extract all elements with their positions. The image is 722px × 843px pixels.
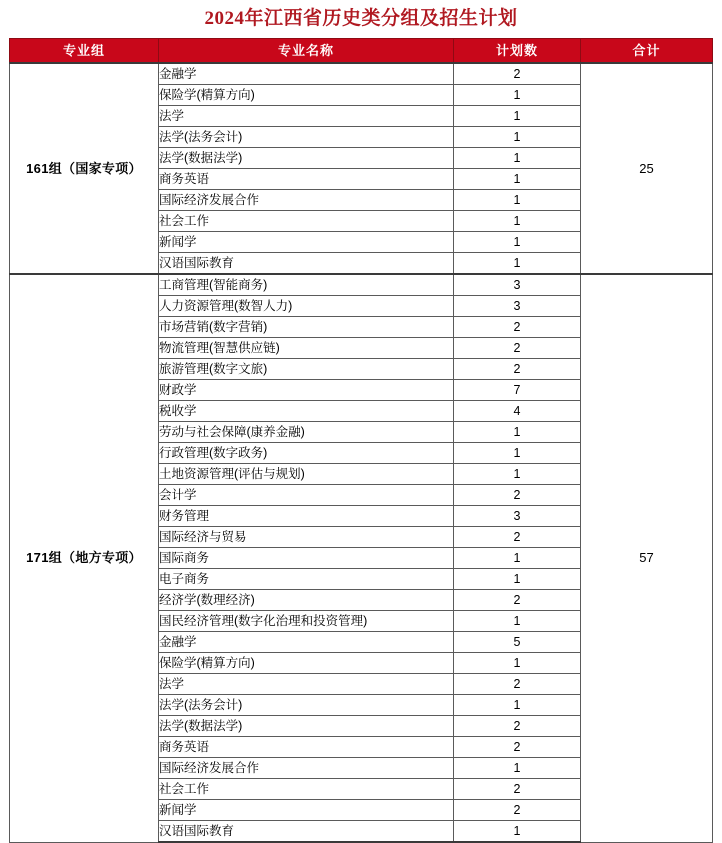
plan-count-cell: 2	[454, 317, 581, 338]
plan-count-cell: 2	[454, 359, 581, 380]
major-name-cell: 法学(法务会计)	[159, 127, 454, 148]
page-title: 2024年江西省历史类分组及招生计划	[204, 8, 518, 29]
plan-count-cell: 1	[454, 464, 581, 485]
plan-count-cell: 2	[454, 485, 581, 506]
major-name-cell: 金融学	[159, 632, 454, 653]
major-name-cell: 国民经济管理(数字化治理和投资管理)	[159, 611, 454, 632]
plan-count-cell: 1	[454, 548, 581, 569]
plan-count-cell: 1	[454, 758, 581, 779]
table-row	[10, 63, 713, 85]
plan-count-cell: 1	[454, 106, 581, 127]
major-name-cell: 财务管理	[159, 506, 454, 527]
plan-count-cell: 1	[454, 443, 581, 464]
plan-count-cell: 1	[454, 253, 581, 275]
major-name-cell: 社会工作	[159, 211, 454, 232]
plan-count-cell: 3	[454, 506, 581, 527]
major-name-cell: 土地资源管理(评估与规划)	[159, 464, 454, 485]
plan-count-cell: 2	[454, 590, 581, 611]
major-name-cell: 电子商务	[159, 569, 454, 590]
plan-count-cell: 2	[454, 800, 581, 821]
major-name-cell: 保险学(精算方向)	[159, 653, 454, 674]
major-name-cell: 国际经济发展合作	[159, 758, 454, 779]
plan-count-cell: 1	[454, 148, 581, 169]
column-header-major: 专业名称	[159, 39, 454, 64]
major-name-cell: 法学(法务会计)	[159, 695, 454, 716]
plan-count-cell: 1	[454, 611, 581, 632]
column-header-group: 专业组	[10, 39, 159, 64]
plan-count-cell: 1	[454, 85, 581, 106]
plan-count-cell: 1	[454, 569, 581, 590]
major-name-cell: 商务英语	[159, 737, 454, 758]
column-header-count: 计划数	[454, 39, 581, 64]
major-name-cell: 旅游管理(数字文旅)	[159, 359, 454, 380]
admission-plan-table	[9, 38, 713, 843]
major-name-cell: 保险学(精算方向)	[159, 85, 454, 106]
table-body	[10, 63, 713, 842]
plan-count-cell: 1	[454, 169, 581, 190]
group-total-cell: 57	[581, 274, 713, 842]
group-total-cell: 25	[581, 63, 713, 274]
group-name-cell: 161组（国家专项）	[10, 63, 159, 274]
plan-count-cell: 1	[454, 821, 581, 843]
plan-count-cell: 2	[454, 716, 581, 737]
major-name-cell: 国际商务	[159, 548, 454, 569]
plan-count-cell: 3	[454, 296, 581, 317]
plan-count-cell: 2	[454, 338, 581, 359]
plan-count-cell: 1	[454, 127, 581, 148]
plan-count-cell: 7	[454, 380, 581, 401]
plan-count-cell: 4	[454, 401, 581, 422]
plan-count-cell: 1	[454, 232, 581, 253]
major-name-cell: 商务英语	[159, 169, 454, 190]
table-header	[10, 39, 713, 64]
major-name-cell: 法学	[159, 674, 454, 695]
major-name-cell: 工商管理(智能商务)	[159, 274, 454, 296]
major-name-cell: 金融学	[159, 63, 454, 85]
major-name-cell: 法学	[159, 106, 454, 127]
plan-count-cell: 2	[454, 779, 581, 800]
plan-count-cell: 1	[454, 653, 581, 674]
column-header-total: 合计	[581, 39, 713, 64]
major-name-cell: 国际经济发展合作	[159, 190, 454, 211]
table-header-row	[10, 39, 713, 64]
major-name-cell: 人力资源管理(数智人力)	[159, 296, 454, 317]
plan-count-cell: 1	[454, 211, 581, 232]
major-name-cell: 新闻学	[159, 232, 454, 253]
major-name-cell: 市场营销(数字营销)	[159, 317, 454, 338]
plan-count-cell: 5	[454, 632, 581, 653]
plan-count-cell: 2	[454, 527, 581, 548]
plan-count-cell: 1	[454, 695, 581, 716]
plan-count-cell: 2	[454, 737, 581, 758]
major-name-cell: 社会工作	[159, 779, 454, 800]
plan-count-cell: 2	[454, 63, 581, 85]
major-name-cell: 会计学	[159, 485, 454, 506]
group-name-cell: 171组（地方专项）	[10, 274, 159, 842]
plan-count-cell: 2	[454, 674, 581, 695]
major-name-cell: 物流管理(智慧供应链)	[159, 338, 454, 359]
major-name-cell: 汉语国际教育	[159, 821, 454, 843]
major-name-cell: 国际经济与贸易	[159, 527, 454, 548]
plan-table-container	[9, 38, 721, 843]
major-name-cell: 法学(数据法学)	[159, 716, 454, 737]
plan-count-cell: 1	[454, 190, 581, 211]
major-name-cell: 行政管理(数字政务)	[159, 443, 454, 464]
plan-count-cell: 1	[454, 422, 581, 443]
major-name-cell: 税收学	[159, 401, 454, 422]
major-name-cell: 法学(数据法学)	[159, 148, 454, 169]
major-name-cell: 新闻学	[159, 800, 454, 821]
table-row	[10, 274, 713, 296]
major-name-cell: 劳动与社会保障(康养金融)	[159, 422, 454, 443]
major-name-cell: 经济学(数理经济)	[159, 590, 454, 611]
plan-count-cell: 3	[454, 274, 581, 296]
major-name-cell: 汉语国际教育	[159, 253, 454, 275]
major-name-cell: 财政学	[159, 380, 454, 401]
